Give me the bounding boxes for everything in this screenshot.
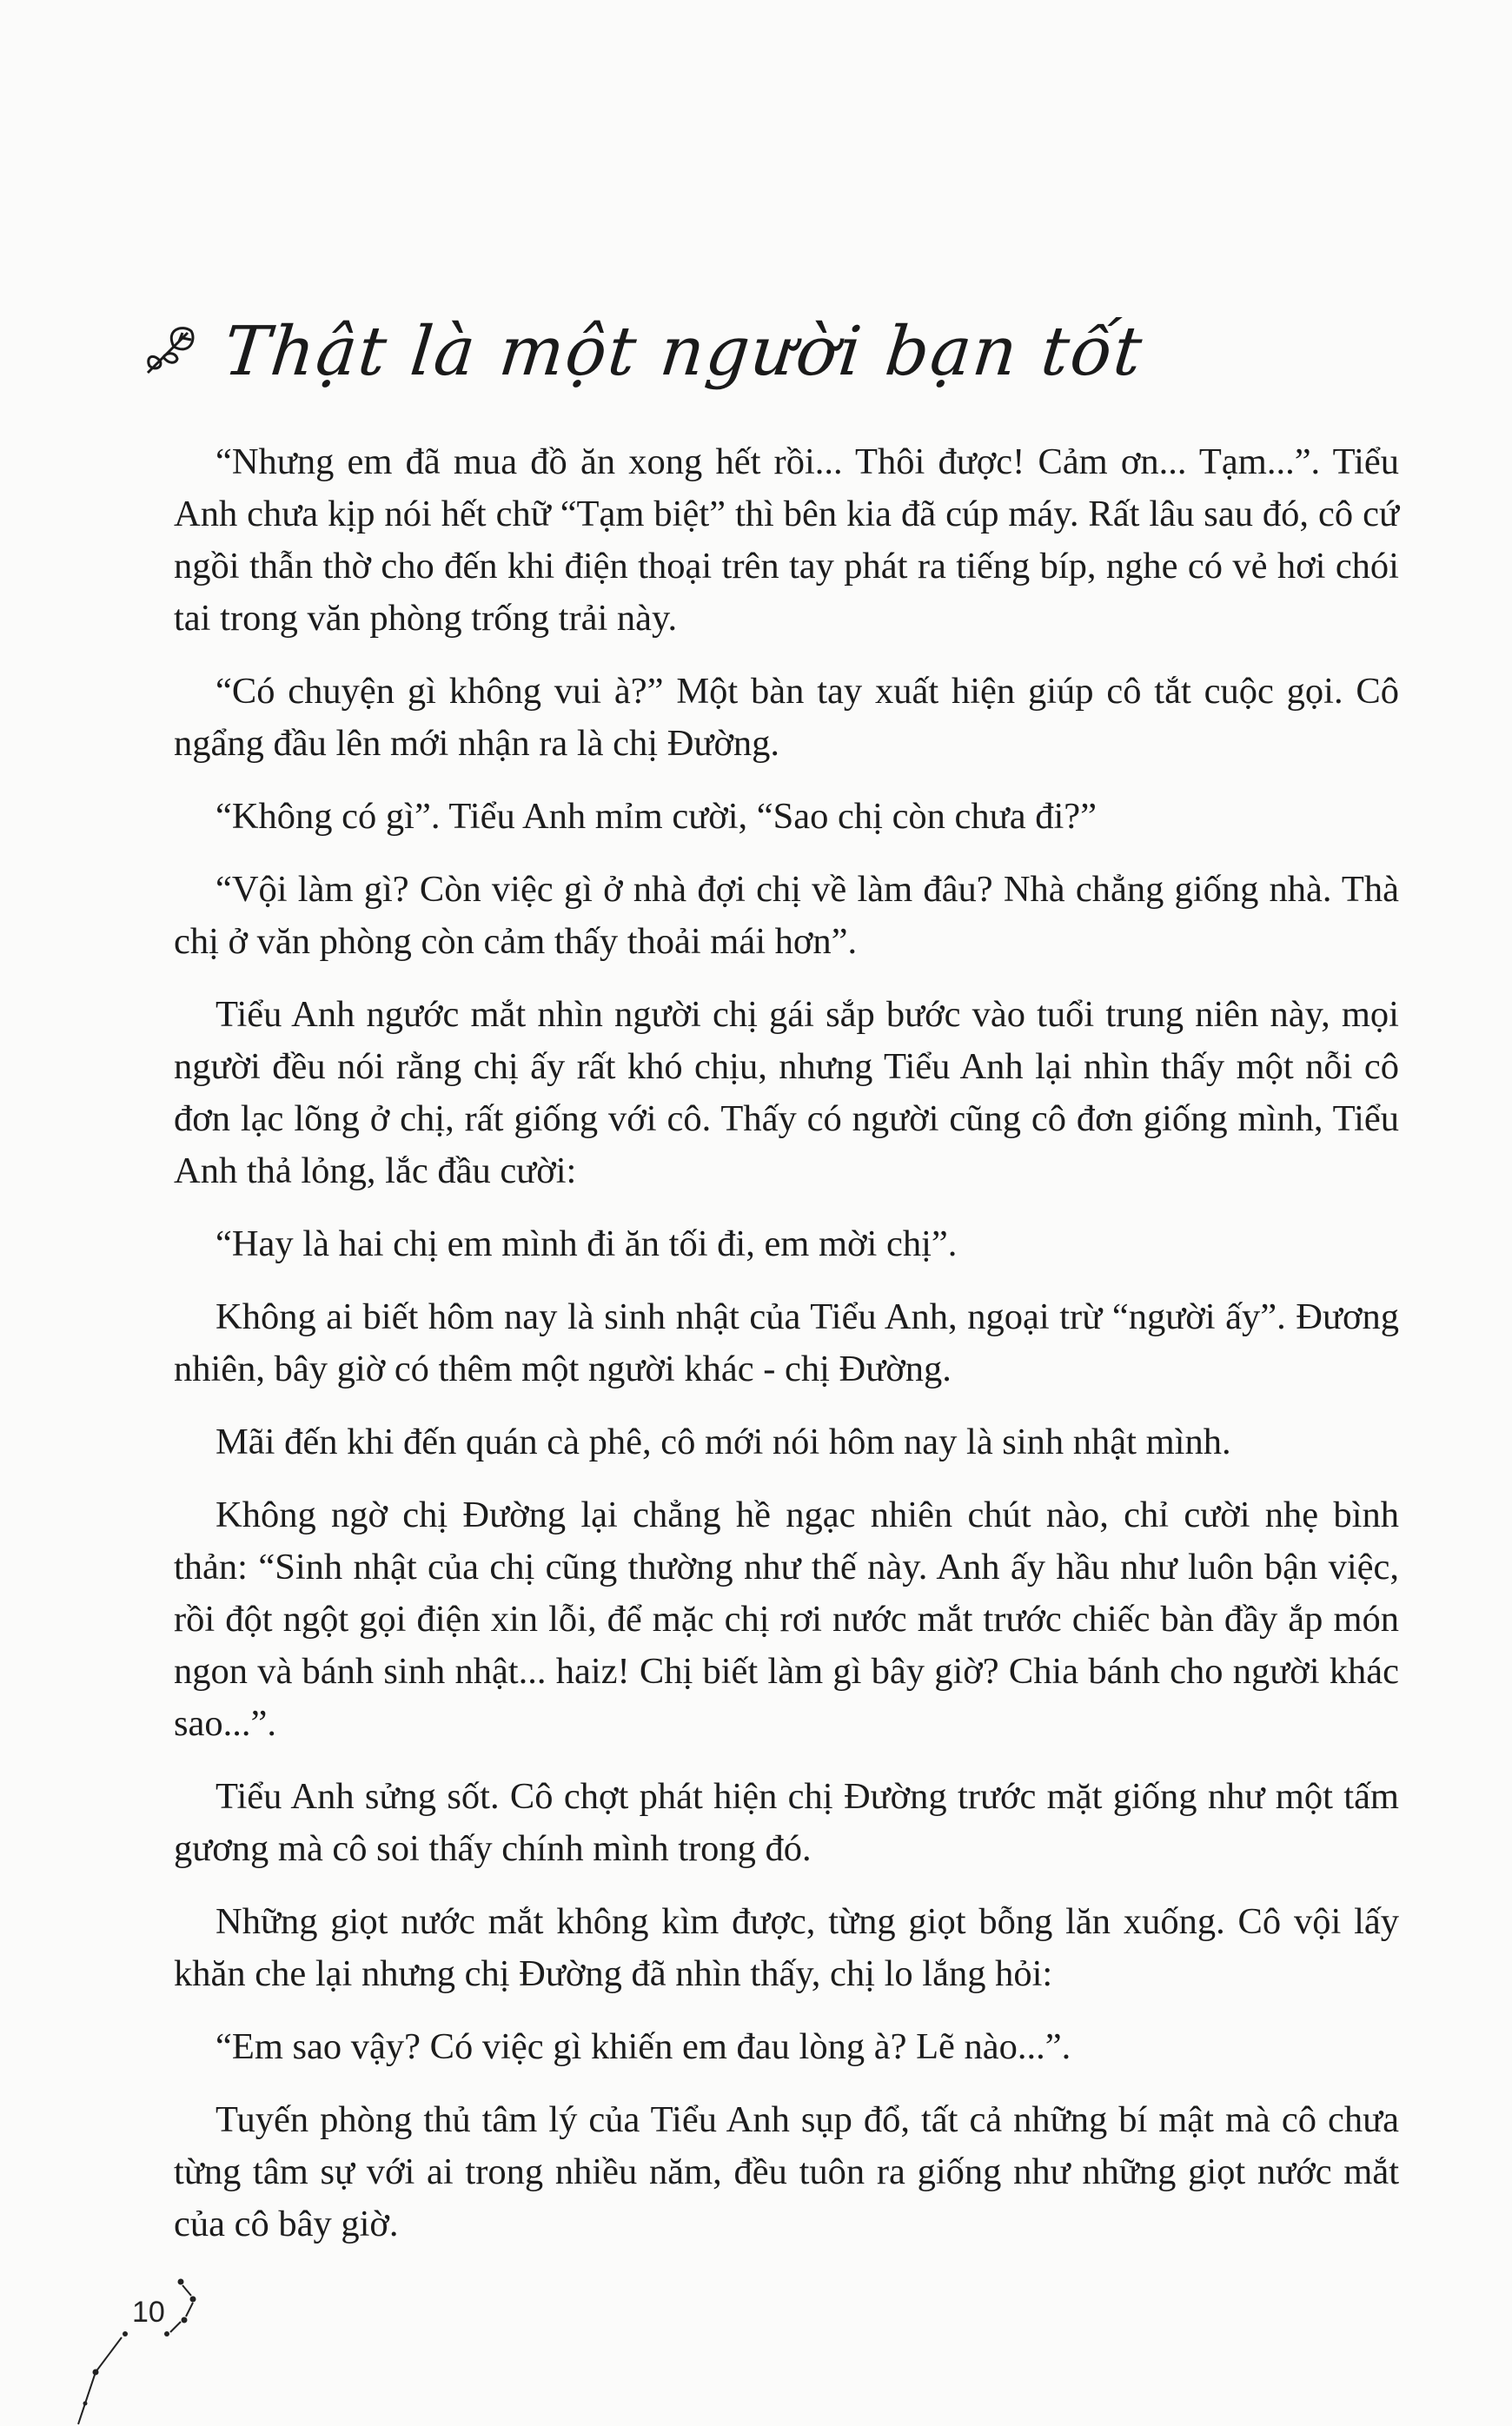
paragraph: “Vội làm gì? Còn việc gì ở nhà đợi chị về làm đâu? Nhà chẳng giống nhà. Thà chị ở văn phòng còn cảm thấy thoải mái hơn”. [174,869,1399,962]
paragraph: Không ai biết hôm nay là sinh nhật của Tiểu Anh, ngoại trừ “người ấy”. Đương nhiên, bây giờ có thêm một người khác - chị Đường. [174,1296,1399,1389]
paragraph: “Không có gì”. Tiểu Anh mỉm cười, “Sao chị còn chưa đi?” [216,796,1097,837]
paragraph: Tiểu Anh sửng sốt. Cô chợt phát hiện chị Đường trước mặt giống như một tấm gương mà cô soi thấy chính mình trong đó. [174,1776,1399,1869]
leaf-icon [139,321,202,383]
paragraph: “Hay là hai chị em mình đi ăn tối đi, em mời chị”. [216,1223,958,1264]
paragraph: Những giọt nước mắt không kìm được, từng giọt bỗng lăn xuống. Cô vội lấy khăn che lại nhưng chị Đường đã nhìn thấy, chị lo lắng hỏi: [174,1901,1399,1994]
chapter-heading [139,295,1147,408]
page-footer [70,2242,243,2426]
paragraph: “Có chuyện gì không vui à?” Một bàn tay xuất hiện giúp cô tắt cuộc gọi. Cô ngẩng đầu lên mới nhận ra là chị Đường. [174,671,1399,764]
paragraph: Mãi đến khi đến quán cà phê, cô mới nói hôm nay là sinh nhật mình. [216,1422,1231,1462]
body-text [174,436,1399,2271]
paragraph: “Em sao vậy? Có việc gì khiến em đau lòng à? Lẽ nào...”. [216,2026,1071,2067]
page-number: 10 [132,2296,165,2329]
paragraph: “Nhưng em đã mua đồ ăn xong hết rồi... Thôi được! Cảm ơn... Tạm...”. Tiểu Anh chưa kịp nói hết chữ “Tạm biệt” thì bên kia đã cúp máy. Rất lâu sau đó, cô cứ ngồi thẫn thờ cho đến khi điện thoại trên tay phát ra tiếng bíp, nghe có vẻ hơi chói tai trong văn phòng trống trải này. [174,441,1399,639]
paragraph: Tuyến phòng thủ tâm lý của Tiểu Anh sụp đổ, tất cả những bí mật mà cô chưa từng tâm sự với ai trong nhiều năm, đều tuôn ra giống như những giọt nước mắt của cô bây giờ. [174,2099,1399,2244]
constellation-ornament [70,2242,243,2426]
paragraph: Tiểu Anh ngước mắt nhìn người chị gái sắp bước vào tuổi trung niên này, mọi người đều nói rằng chị ấy rất khó chịu, nhưng Tiểu Anh lại nhìn thấy một nỗi cô đơn lạc lõng ở chị, rất giống với cô. Thấy có người cũng cô đơn giống mình, Tiểu Anh thả lỏng, lắc đầu cười: [174,994,1399,1191]
chapter-title: Thật là một người bạn tốt [220,313,1147,391]
paragraph: Không ngờ chị Đường lại chẳng hề ngạc nhiên chút nào, chỉ cười nhẹ bình thản: “Sinh nhật của chị cũng thường như thế này. Anh ấy hầu như luôn bận việc, rồi đột ngột gọi điện xin lỗi, để mặc chị rơi nước mắt trước chiếc bàn đầy ắp món ngon và bánh sinh nhật... haiz! Chị biết làm gì bây giờ? Chia bánh cho người khác sao...”. [174,1495,1399,1744]
